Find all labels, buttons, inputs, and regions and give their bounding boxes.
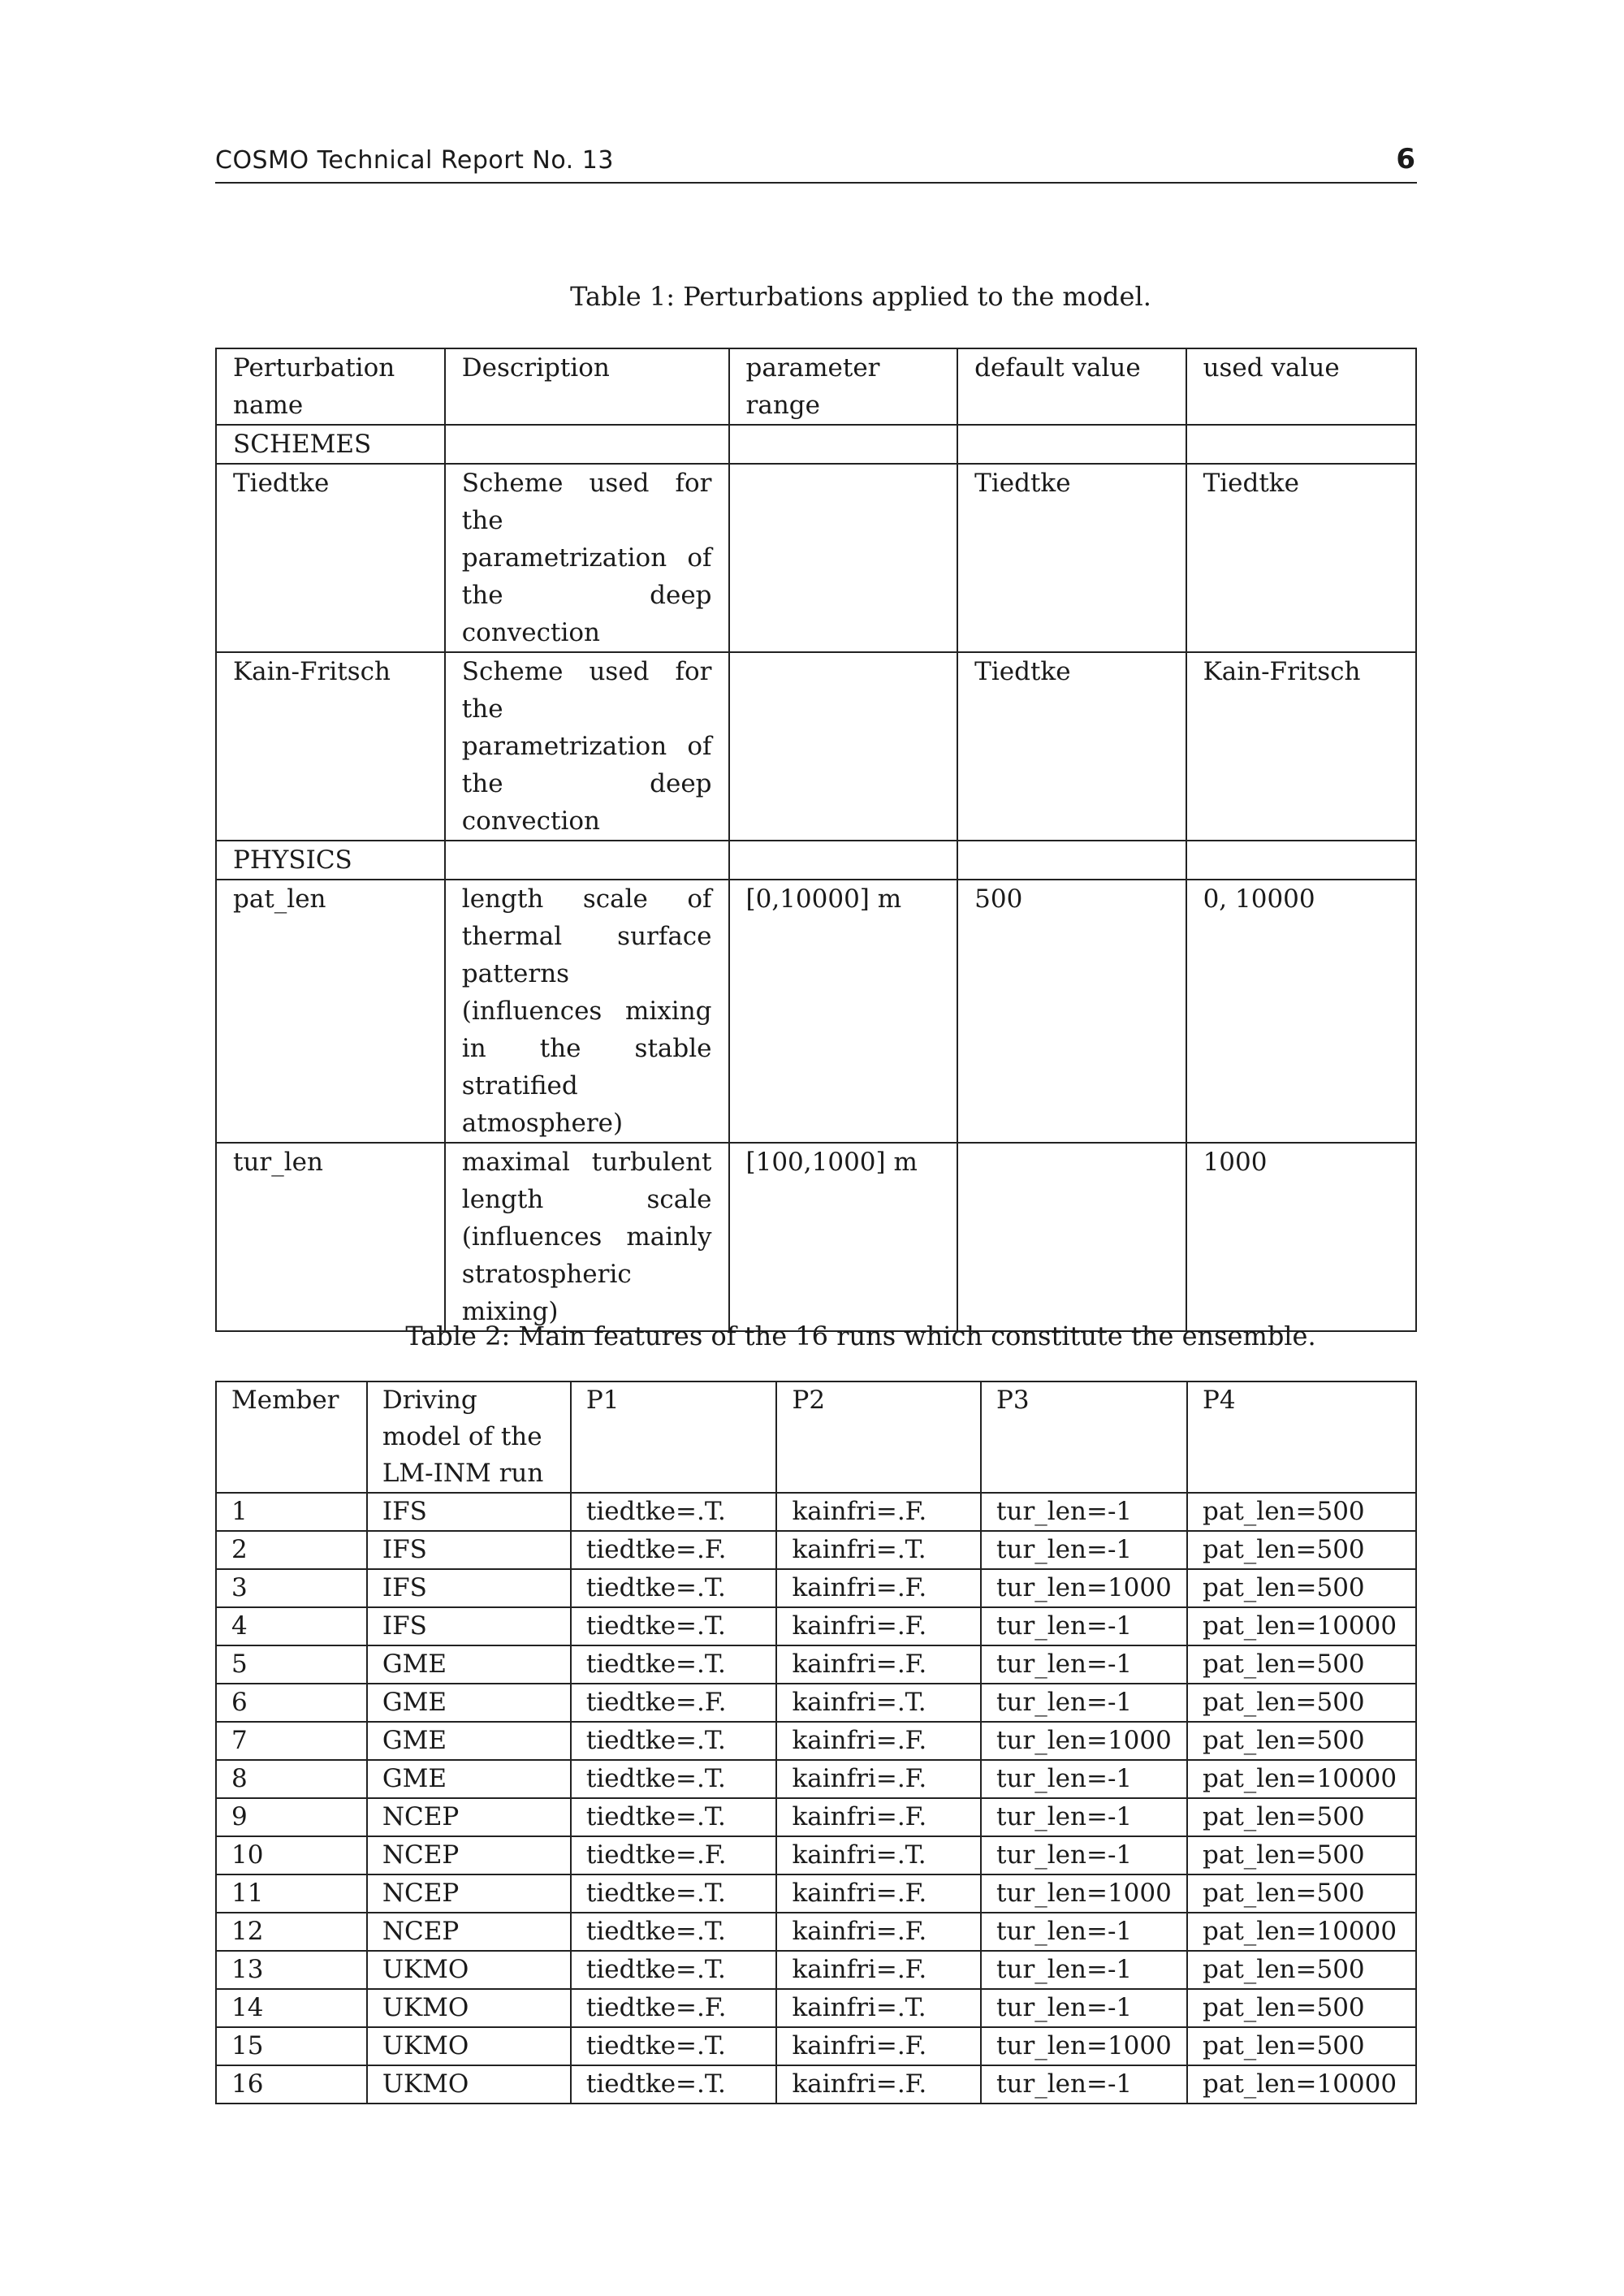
table-cell: 4 bbox=[216, 1607, 367, 1645]
table-row bbox=[216, 1493, 1416, 1531]
column-header: P2 bbox=[776, 1381, 981, 1493]
table-row bbox=[216, 1760, 1416, 1798]
table-cell: kainfri=.T. bbox=[776, 1836, 981, 1874]
table-cell: UKMO bbox=[367, 1951, 571, 1989]
table-cell: GME bbox=[367, 1760, 571, 1798]
table-cell: 10 bbox=[216, 1836, 367, 1874]
table-cell: length scale of thermal surface patterns (influences mixing in the stable stratified atmosphere) bbox=[445, 880, 729, 1143]
table-cell: Tiedtke bbox=[957, 464, 1186, 652]
table-row bbox=[216, 1531, 1416, 1569]
table-cell: tur_len=1000 bbox=[981, 1874, 1187, 1913]
table-cell bbox=[729, 841, 958, 880]
table2-caption: Table 2: Main features of the 16 runs which constitute the ensemble. bbox=[405, 1321, 1316, 1351]
report-title: COSMO Technical Report No. 13 bbox=[215, 146, 614, 175]
table-cell: pat_len=500 bbox=[1187, 2027, 1416, 2065]
table-cell: GME bbox=[367, 1645, 571, 1684]
table-cell: pat_len bbox=[216, 880, 445, 1143]
table-cell: NCEP bbox=[367, 1836, 571, 1874]
column-header: Perturbation name bbox=[216, 348, 445, 425]
table-cell bbox=[1186, 425, 1416, 464]
table-cell: NCEP bbox=[367, 1913, 571, 1951]
table-row bbox=[216, 425, 1416, 464]
table-cell bbox=[729, 464, 958, 652]
table-cell: kainfri=.T. bbox=[776, 1684, 981, 1722]
table-cell: kainfri=.F. bbox=[776, 1951, 981, 1989]
table-cell: pat_len=10000 bbox=[1187, 1607, 1416, 1645]
table-cell: kainfri=.F. bbox=[776, 1722, 981, 1760]
table-cell: [0,10000] m bbox=[729, 880, 958, 1143]
table-cell: kainfri=.T. bbox=[776, 1531, 981, 1569]
table-cell: tiedtke=.T. bbox=[571, 2027, 777, 2065]
table-cell: kainfri=.F. bbox=[776, 2027, 981, 2065]
table-cell: tur_len=-1 bbox=[981, 1836, 1187, 1874]
table-cell bbox=[729, 425, 958, 464]
table-cell bbox=[957, 841, 1186, 880]
table-cell: Tiedtke bbox=[1186, 464, 1416, 652]
table-cell: Kain-Fritsch bbox=[1186, 652, 1416, 841]
table-cell: tur_len=-1 bbox=[981, 1913, 1187, 1951]
table-cell: pat_len=500 bbox=[1187, 1645, 1416, 1684]
column-header: Description bbox=[445, 348, 729, 425]
table-row bbox=[216, 1951, 1416, 1989]
table-cell: maximal turbulent length scale (influences mainly stratospheric mixing) bbox=[445, 1143, 729, 1331]
table-cell: 14 bbox=[216, 1989, 367, 2027]
table-cell: 13 bbox=[216, 1951, 367, 1989]
table-cell: kainfri=.F. bbox=[776, 1493, 981, 1531]
table-cell: 3 bbox=[216, 1569, 367, 1607]
column-header: P4 bbox=[1187, 1381, 1416, 1493]
table-cell: NCEP bbox=[367, 1798, 571, 1836]
table-cell: 9 bbox=[216, 1798, 367, 1836]
table-cell: IFS bbox=[367, 1569, 571, 1607]
table-cell bbox=[957, 1143, 1186, 1331]
table-cell: pat_len=500 bbox=[1187, 1836, 1416, 1874]
table-cell: tiedtke=.T. bbox=[571, 1645, 777, 1684]
table-cell: tur_len bbox=[216, 1143, 445, 1331]
table-cell: PHYSICS bbox=[216, 841, 445, 880]
table-header-row bbox=[216, 1381, 1416, 1493]
table-cell: tiedtke=.T. bbox=[571, 1493, 777, 1531]
table-cell: 500 bbox=[957, 880, 1186, 1143]
table-cell: pat_len=500 bbox=[1187, 1531, 1416, 1569]
table-cell: 0, 10000 bbox=[1186, 880, 1416, 1143]
table-cell: Tiedtke bbox=[216, 464, 445, 652]
table-cell: 15 bbox=[216, 2027, 367, 2065]
table-cell: kainfri=.F. bbox=[776, 1913, 981, 1951]
table-cell: kainfri=.F. bbox=[776, 1607, 981, 1645]
ensemble-runs-table bbox=[215, 1381, 1417, 2104]
table-cell: tur_len=-1 bbox=[981, 1645, 1187, 1684]
table-cell: kainfri=.F. bbox=[776, 1645, 981, 1684]
table-cell: tiedtke=.T. bbox=[571, 1874, 777, 1913]
table-cell: tur_len=1000 bbox=[981, 1722, 1187, 1760]
column-header: P1 bbox=[571, 1381, 777, 1493]
table-cell: tur_len=-1 bbox=[981, 1531, 1187, 1569]
table-cell: pat_len=10000 bbox=[1187, 1760, 1416, 1798]
table-cell: 11 bbox=[216, 1874, 367, 1913]
table-cell: kainfri=.F. bbox=[776, 1569, 981, 1607]
table-cell: tiedtke=.T. bbox=[571, 1760, 777, 1798]
table-cell: SCHEMES bbox=[216, 425, 445, 464]
table-cell: UKMO bbox=[367, 2027, 571, 2065]
table-cell: 5 bbox=[216, 1645, 367, 1684]
table-cell: IFS bbox=[367, 1607, 571, 1645]
table-row bbox=[216, 1569, 1416, 1607]
table-cell: 6 bbox=[216, 1684, 367, 1722]
table1-caption: Table 1: Perturbations applied to the model. bbox=[570, 281, 1151, 312]
table-cell: tiedtke=.T. bbox=[571, 1913, 777, 1951]
page-number: 6 bbox=[1396, 143, 1415, 175]
column-header: default value bbox=[957, 348, 1186, 425]
table-cell: Tiedtke bbox=[957, 652, 1186, 841]
table-cell: tur_len=-1 bbox=[981, 1989, 1187, 2027]
table-cell bbox=[1186, 841, 1416, 880]
table-row bbox=[216, 841, 1416, 880]
table-cell: [100,1000] m bbox=[729, 1143, 958, 1331]
table-cell: pat_len=500 bbox=[1187, 1684, 1416, 1722]
table-row bbox=[216, 1989, 1416, 2027]
table-cell: Kain-Fritsch bbox=[216, 652, 445, 841]
table-row bbox=[216, 1874, 1416, 1913]
table-cell bbox=[729, 652, 958, 841]
table-cell: tur_len=1000 bbox=[981, 1569, 1187, 1607]
table-cell: pat_len=500 bbox=[1187, 1874, 1416, 1913]
column-header: P3 bbox=[981, 1381, 1187, 1493]
table-cell: kainfri=.F. bbox=[776, 1874, 981, 1913]
table-cell: tur_len=-1 bbox=[981, 1493, 1187, 1531]
table-cell: kainfri=.F. bbox=[776, 2065, 981, 2104]
column-header: used value bbox=[1186, 348, 1416, 425]
table-cell: tiedtke=.F. bbox=[571, 1684, 777, 1722]
table-cell: pat_len=500 bbox=[1187, 1989, 1416, 2027]
table-cell: 1 bbox=[216, 1493, 367, 1531]
table-cell: pat_len=10000 bbox=[1187, 2065, 1416, 2104]
table-cell: pat_len=500 bbox=[1187, 1951, 1416, 1989]
table-cell: tur_len=-1 bbox=[981, 1607, 1187, 1645]
table-cell: tur_len=-1 bbox=[981, 1684, 1187, 1722]
table-row bbox=[216, 1645, 1416, 1684]
table-cell: tiedtke=.T. bbox=[571, 1569, 777, 1607]
table-cell: 7 bbox=[216, 1722, 367, 1760]
table-cell: Scheme used for the parametrization of the deep convection bbox=[445, 464, 729, 652]
table-cell: tiedtke=.T. bbox=[571, 1722, 777, 1760]
table-cell: tur_len=-1 bbox=[981, 1951, 1187, 1989]
table-cell: tiedtke=.T. bbox=[571, 1951, 777, 1989]
perturbations-table bbox=[215, 348, 1417, 1332]
table-cell bbox=[445, 425, 729, 464]
table-row bbox=[216, 1913, 1416, 1951]
table-cell: kainfri=.F. bbox=[776, 1760, 981, 1798]
table-cell: UKMO bbox=[367, 1989, 571, 2027]
table-row bbox=[216, 2027, 1416, 2065]
table-cell bbox=[957, 425, 1186, 464]
table-cell: pat_len=10000 bbox=[1187, 1913, 1416, 1951]
table-cell: UKMO bbox=[367, 2065, 571, 2104]
column-header: Member bbox=[216, 1381, 367, 1493]
table-cell: kainfri=.T. bbox=[776, 1989, 981, 2027]
table-row bbox=[216, 464, 1416, 652]
table-cell: tur_len=-1 bbox=[981, 1798, 1187, 1836]
table-row bbox=[216, 1798, 1416, 1836]
table-cell: tiedtke=.T. bbox=[571, 1798, 777, 1836]
table-cell: 2 bbox=[216, 1531, 367, 1569]
table-cell: tiedtke=.T. bbox=[571, 1607, 777, 1645]
table-cell: tiedtke=.F. bbox=[571, 1836, 777, 1874]
table-row bbox=[216, 652, 1416, 841]
table-cell: IFS bbox=[367, 1531, 571, 1569]
table-cell: tur_len=1000 bbox=[981, 2027, 1187, 2065]
table-cell: pat_len=500 bbox=[1187, 1569, 1416, 1607]
table-cell: tur_len=-1 bbox=[981, 1760, 1187, 1798]
table-row bbox=[216, 1143, 1416, 1331]
table-cell: GME bbox=[367, 1684, 571, 1722]
table-header-row bbox=[216, 348, 1416, 425]
table-cell: tiedtke=.F. bbox=[571, 1531, 777, 1569]
table-cell: 12 bbox=[216, 1913, 367, 1951]
table-cell: tiedtke=.T. bbox=[571, 2065, 777, 2104]
table-cell: tur_len=-1 bbox=[981, 2065, 1187, 2104]
table-cell: Scheme used for the parametrization of the deep convection bbox=[445, 652, 729, 841]
table-row bbox=[216, 880, 1416, 1143]
table-cell: NCEP bbox=[367, 1874, 571, 1913]
table-cell: pat_len=500 bbox=[1187, 1798, 1416, 1836]
table-cell: 8 bbox=[216, 1760, 367, 1798]
table-cell: GME bbox=[367, 1722, 571, 1760]
table-cell: 16 bbox=[216, 2065, 367, 2104]
table-cell: IFS bbox=[367, 1493, 571, 1531]
column-header: parameter range bbox=[729, 348, 958, 425]
table-row bbox=[216, 1684, 1416, 1722]
table-cell: 1000 bbox=[1186, 1143, 1416, 1331]
table-cell: kainfri=.F. bbox=[776, 1798, 981, 1836]
table-cell: pat_len=500 bbox=[1187, 1493, 1416, 1531]
table-row bbox=[216, 1722, 1416, 1760]
running-header bbox=[215, 145, 1417, 184]
table-row bbox=[216, 1607, 1416, 1645]
table-row bbox=[216, 1836, 1416, 1874]
table-row bbox=[216, 2065, 1416, 2104]
table-cell: pat_len=500 bbox=[1187, 1722, 1416, 1760]
table-cell: tiedtke=.F. bbox=[571, 1989, 777, 2027]
table-cell bbox=[445, 841, 729, 880]
column-header: Driving model of the LM-INM run bbox=[367, 1381, 571, 1493]
